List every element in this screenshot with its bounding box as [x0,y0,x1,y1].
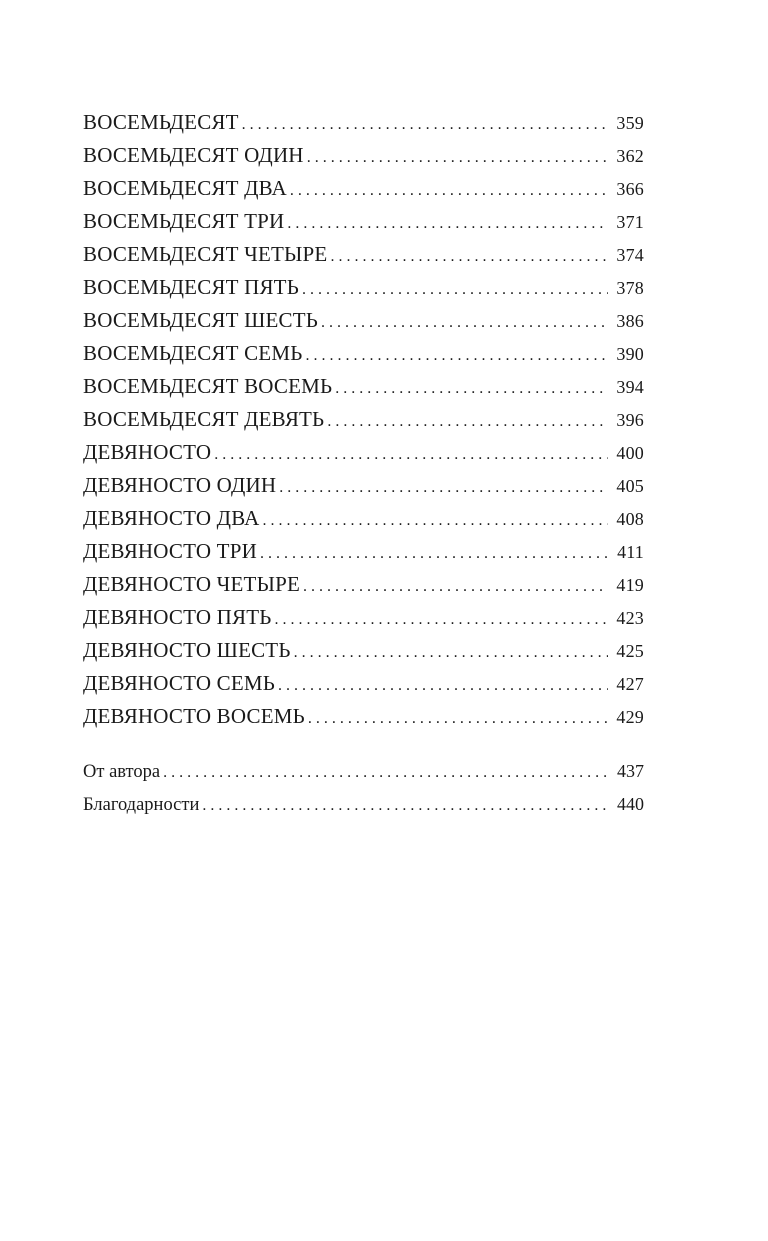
back-matter-list [83,755,644,821]
toc-entry-page: 366 [616,179,644,199]
toc-entry-title: ДЕВЯНОСТО ВОСЕМЬ [83,704,305,728]
toc-leader-dots [242,108,608,139]
toc-entry-page: 419 [616,575,644,595]
toc-entry-page: 394 [616,377,644,397]
chapter-list [83,106,644,733]
toc-entry-page: 425 [616,641,644,661]
toc-leader-dots [308,702,608,733]
toc-entry-title: ВОСЕМЬДЕСЯТ ЧЕТЫРЕ [83,242,328,266]
toc-entry-title: ВОСЕМЬДЕСЯТ ОДИН [83,143,304,167]
table-of-contents [83,106,644,821]
toc-entry[interactable] [83,601,644,634]
toc-leader-dots [307,141,608,172]
toc-entry[interactable] [83,337,644,370]
toc-entry-page: 408 [616,509,644,529]
toc-entry-title: ДЕВЯНОСТО [83,440,212,464]
toc-entry-page: 411 [617,542,644,562]
toc-leader-dots [321,306,608,337]
toc-entry-page: 362 [616,146,644,166]
toc-entry[interactable] [83,568,644,601]
toc-entry-title: ВОСЕМЬДЕСЯТ ТРИ [83,209,285,233]
toc-entry-title: Благодарности [83,795,200,815]
toc-leader-dots [327,405,608,436]
toc-entry[interactable] [83,502,644,535]
toc-leader-dots [279,471,608,502]
toc-entry[interactable] [83,238,644,271]
toc-leader-dots [214,438,608,469]
toc-entry-page: 427 [616,674,644,694]
toc-leader-dots [163,756,608,788]
toc-entry[interactable] [83,304,644,337]
toc-entry[interactable] [83,700,644,733]
toc-entry[interactable] [83,106,644,139]
toc-entry[interactable] [83,667,644,700]
toc-leader-dots [262,504,608,535]
toc-entry[interactable] [83,403,644,436]
toc-entry-page: 359 [616,113,644,133]
toc-entry-back-matter[interactable] [83,755,644,788]
toc-entry-title: ДЕВЯНОСТО ЧЕТЫРЕ [83,572,301,596]
toc-entry-page: 396 [616,410,644,430]
toc-leader-dots [302,273,608,304]
toc-entry[interactable] [83,370,644,403]
toc-entry[interactable] [83,436,644,469]
toc-entry-title: ДЕВЯНОСТО ТРИ [83,539,257,563]
toc-entry-title: ВОСЕМЬДЕСЯТ ПЯТЬ [83,275,299,299]
toc-leader-dots [202,789,608,821]
toc-leader-dots [275,603,608,634]
toc-leader-dots [287,207,608,238]
toc-leader-dots [303,570,608,601]
toc-leader-dots [330,240,608,271]
toc-entry-title: ВОСЕМЬДЕСЯТ ШЕСТЬ [83,308,319,332]
toc-entry[interactable] [83,172,644,205]
toc-entry[interactable] [83,535,644,568]
toc-entry-title: ВОСЕМЬДЕСЯТ ДВА [83,176,287,200]
toc-leader-dots [305,339,608,370]
toc-entry-title: ВОСЕМЬДЕСЯТ ДЕВЯТЬ [83,407,325,431]
toc-entry[interactable] [83,205,644,238]
toc-entry-back-matter[interactable] [83,788,644,821]
toc-entry-title: От автора [83,762,161,782]
toc-leader-dots [294,636,608,667]
toc-entry-title: ДЕВЯНОСТО СЕМЬ [83,671,276,695]
toc-entry-page: 390 [616,344,644,364]
toc-entry[interactable] [83,271,644,304]
toc-entry-page: 405 [616,476,644,496]
toc-leader-dots [290,174,608,205]
toc-leader-dots [260,537,608,568]
toc-entry-title: ДЕВЯНОСТО ПЯТЬ [83,605,272,629]
toc-entry[interactable] [83,469,644,502]
toc-entry-page: 400 [616,443,644,463]
toc-entry-page: 386 [616,311,644,331]
toc-entry[interactable] [83,139,644,172]
toc-entry-page: 423 [616,608,644,628]
toc-entry[interactable] [83,634,644,667]
toc-entry-title: ДЕВЯНОСТО ДВА [83,506,260,530]
section-spacer [83,733,644,755]
toc-entry-page: 440 [617,794,644,814]
toc-entry-title: ДЕВЯНОСТО ОДИН [83,473,277,497]
toc-entry-page: 371 [616,212,644,232]
toc-entry-page: 374 [616,245,644,265]
toc-entry-title: ДЕВЯНОСТО ШЕСТЬ [83,638,291,662]
toc-entry-title: ВОСЕМЬДЕСЯТ [83,110,239,134]
toc-entry-title: ВОСЕМЬДЕСЯТ СЕМЬ [83,341,303,365]
toc-leader-dots [278,669,608,700]
toc-leader-dots [335,372,608,403]
toc-entry-page: 378 [616,278,644,298]
toc-entry-page: 437 [617,761,644,781]
toc-entry-page: 429 [616,707,644,727]
toc-entry-title: ВОСЕМЬДЕСЯТ ВОСЕМЬ [83,374,333,398]
